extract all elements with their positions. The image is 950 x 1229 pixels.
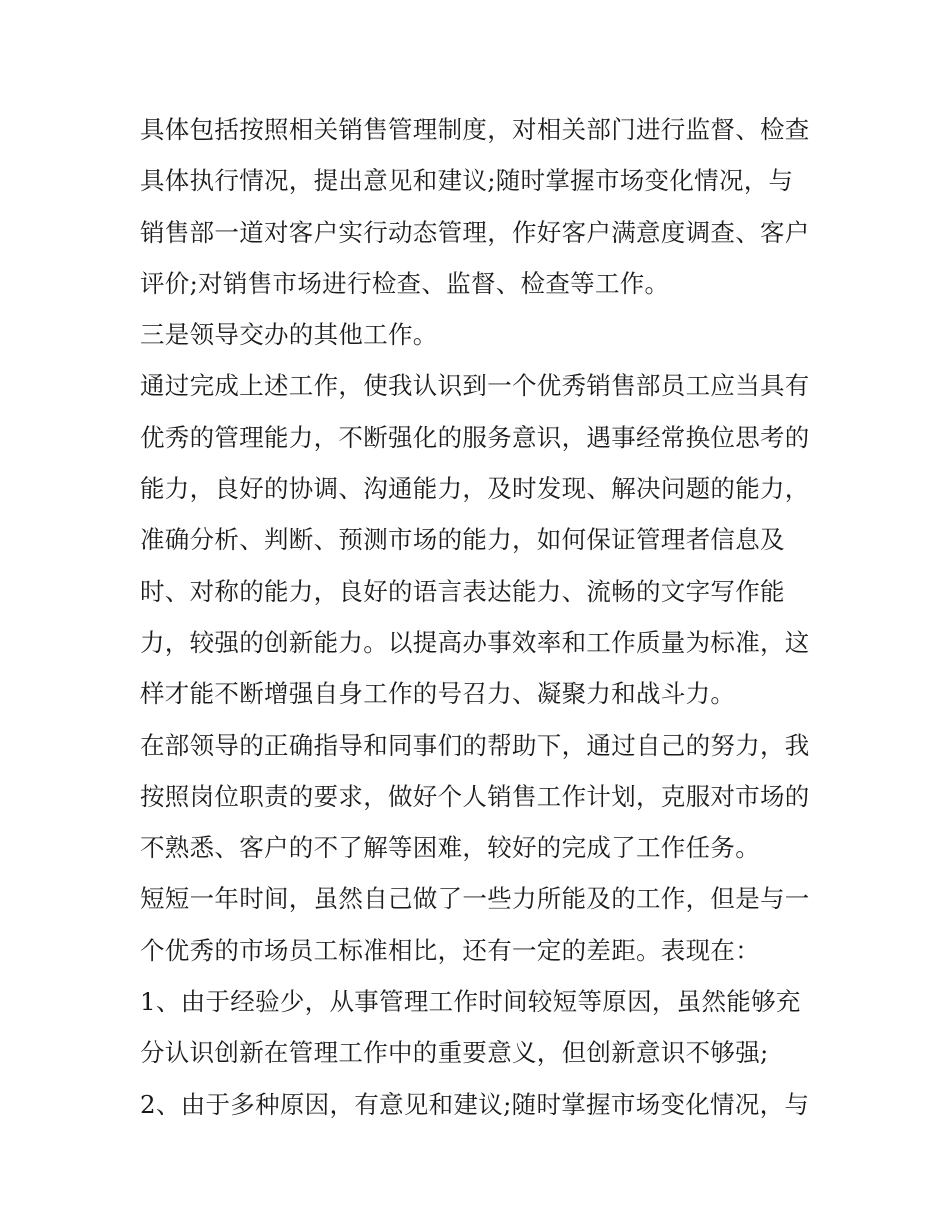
text-line: 在部领导的正确指导和同事们的帮助下，通过自己的努力，我 [140, 730, 810, 760]
document-body [140, 104, 820, 1130]
text-line: 按照岗位职责的要求，做好个人销售工作计划，克服对市场的 [140, 781, 810, 811]
paragraph [140, 360, 820, 719]
text-line: 三是领导交办的其他工作。 [140, 320, 438, 350]
text-line: 样才能不断增强自身工作的号召力、凝聚力和战斗力。 [140, 679, 736, 709]
text-line: 分认识创新在管理工作中的重要意义，但创新意识不够强; [140, 1038, 769, 1068]
text-line: 1、由于经验少，从事管理工作时间较短等原因，虽然能够充 [140, 987, 801, 1017]
paragraph [140, 104, 820, 309]
text-line: 力，较强的创新能力。以提高办事效率和工作质量为标准，这 [140, 627, 810, 657]
text-line: 个优秀的市场员工标准相比，还有一定的差距。表现在： [140, 935, 760, 965]
paragraph [140, 1079, 820, 1130]
text-line: 时、对称的能力，良好的语言表达能力、流畅的文字写作能 [140, 576, 785, 606]
text-line: 具体包括按照相关销售管理制度，对相关部门进行监督、检查 [140, 115, 810, 144]
text-line: 2、由于多种原因，有意见和建议;随时掌握市场变化情况，与 [140, 1089, 810, 1119]
text-line: 具体执行情况，提出意见和建议;随时掌握市场变化情况，与 [140, 166, 794, 196]
text-line: 短短一年时间，虽然自己做了一些力所能及的工作，但是与一 [140, 884, 810, 914]
text-line: 不熟悉、客户的不了解等困难，较好的完成了工作任务。 [140, 833, 760, 863]
text-line: 能力，良好的协调、沟通能力，及时发现、解决问题的能力， [140, 474, 810, 504]
paragraph [140, 309, 820, 360]
paragraph [140, 976, 820, 1079]
text-line: 通过完成上述工作，使我认识到一个优秀销售部员工应当具有 [140, 371, 810, 401]
text-line: 优秀的管理能力，不断强化的服务意识，遇事经常换位思考的 [140, 422, 810, 452]
paragraph [140, 873, 820, 976]
paragraph [140, 720, 820, 874]
text-line: 评价;对销售市场进行检查、监督、检查等工作。 [140, 268, 670, 298]
text-line: 准确分析、判断、预测市场的能力，如何保证管理者信息及 [140, 525, 785, 555]
text-line: 销售部一道对客户实行动态管理，作好客户满意度调查、客户 [140, 217, 810, 247]
